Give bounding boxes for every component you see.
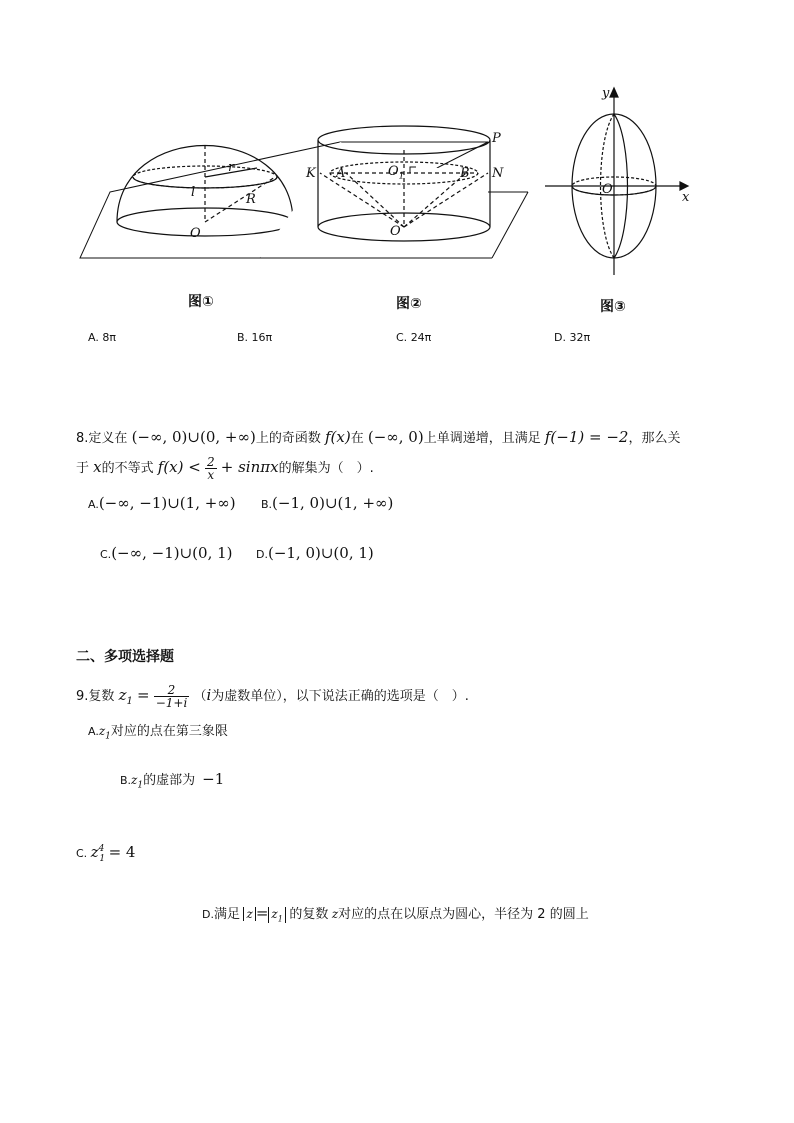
section-heading: 二、多项选择题: [76, 649, 174, 665]
q8-option-a: A.(−∞, −1)∪(1, +∞): [88, 494, 236, 512]
q8-option-b: B.(−1, 0)∪(1, +∞): [261, 494, 394, 512]
label-x: x: [682, 190, 690, 205]
label-O-fig3: O: [602, 182, 613, 197]
q7-option-d: D. 32π: [554, 331, 591, 344]
label-r: r: [228, 160, 235, 175]
q8-fraction: $\frac{2}{x}$: [206, 455, 215, 482]
label-O-fig1: O: [190, 226, 201, 241]
q9-fraction: $\frac{2}{-1+i}$: [155, 683, 188, 710]
label-A: A: [336, 166, 346, 181]
q8-stem-line1: 8.定义在 (−∞, 0)∪(0, +∞)上的奇函数 f(x)在 (−∞, 0)上单调递增，且满足 f(−1) = −2，那么关: [76, 428, 681, 446]
label-O-fig2: O: [390, 224, 401, 239]
q9-stem: 9.复数 $z_1$ = $\frac{2}{-1+i}$ （i为虚数单位），以下说法正确的选项是（ ）.: [76, 683, 469, 710]
label-l: l: [191, 185, 196, 200]
q8-option-c: C.(−∞, −1)∪(0, 1): [100, 544, 233, 562]
figure-3-ellipsoid: [545, 88, 688, 275]
q9-option-b: $B.z_1$的虚部为 −1: [120, 770, 225, 791]
q7-option-b: B. 16π: [237, 331, 273, 344]
q7-option-a: A. 8π: [88, 331, 116, 344]
q7-option-c: C. 24π: [396, 331, 432, 344]
q8-option-d: D.(−1, 0)∪(0, 1): [256, 544, 374, 562]
label-B: B: [460, 166, 470, 181]
q9-option-d: D.满足 $z = z_1$ 的复数 z对应的点在以原点为圆心，半径为 2 的圆上: [202, 904, 589, 924]
label-O1: $O_1$: [388, 164, 405, 182]
q9-option-c: C. $z^4_1 = 4$: [76, 843, 136, 864]
label-N: N: [492, 166, 504, 181]
q9-option-a: $A.z_1$对应的点在第三象限: [88, 724, 228, 742]
caption-fig3: 图③: [600, 299, 626, 315]
label-y: y: [602, 86, 610, 101]
q8-stem-line2: 于 x的不等式 f(x) < $\frac{2}{x}$ + sinπx的解集为（ ）.: [76, 455, 374, 482]
label-K: K: [306, 166, 316, 181]
caption-fig1: 图①: [188, 294, 214, 310]
label-P: P: [492, 131, 501, 146]
label-R: R: [246, 192, 256, 207]
caption-fig2: 图②: [396, 296, 422, 312]
figure-2-cylinder: [80, 126, 528, 258]
